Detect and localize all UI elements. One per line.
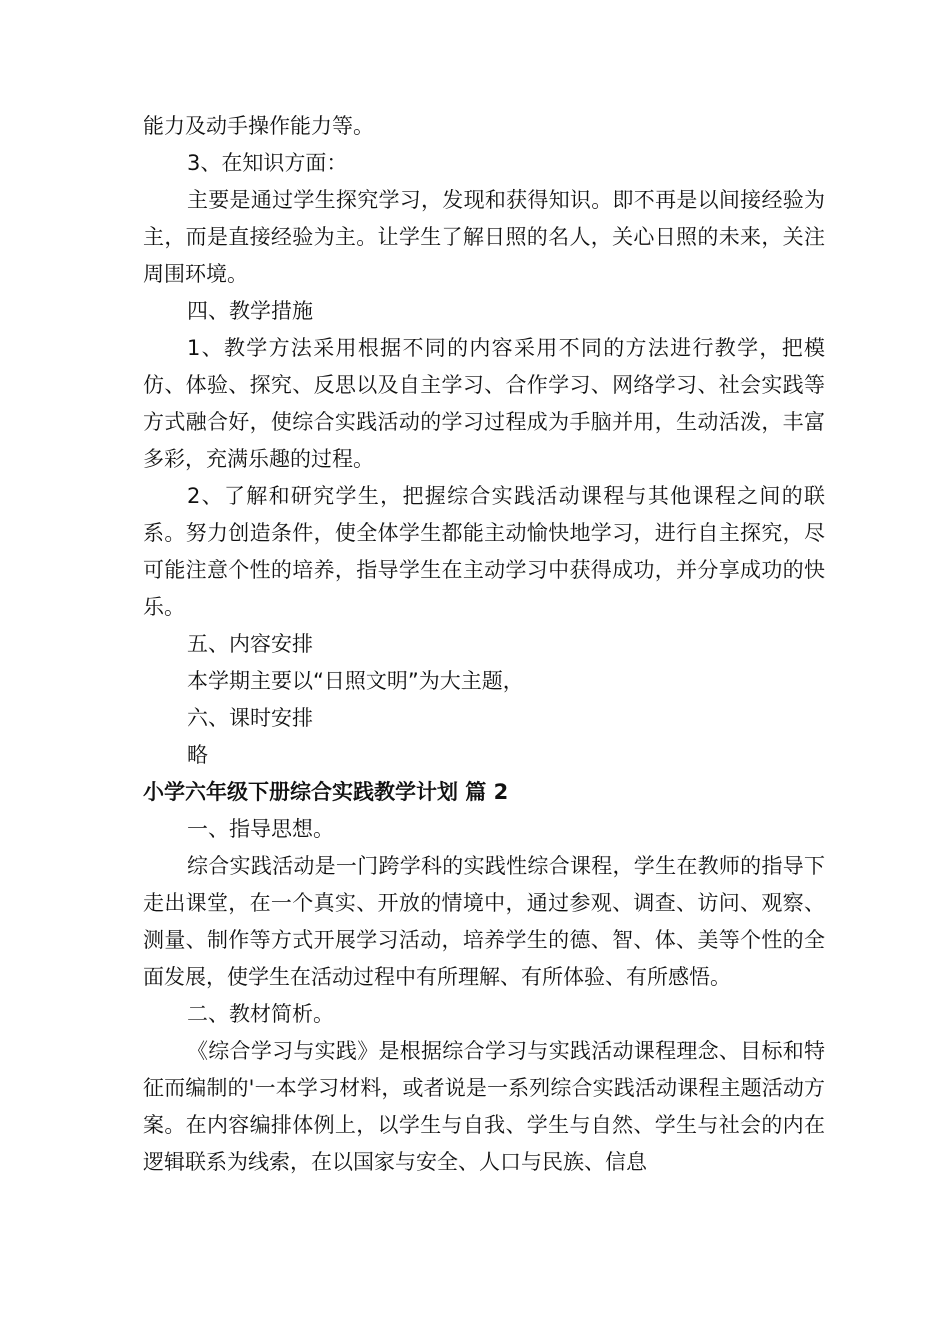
paragraph-knowledge-body: 主要是通过学生探究学习，发现和获得知识。即不再是以间接经验为主，而是直接经验为主。让学生了解日照的名人，关心日照的未来，关注周围环境。: [143, 188, 825, 286]
document-body: [143, 108, 825, 1181]
paragraph-continuation: 能力及动手操作能力等。: [143, 114, 374, 138]
section-heading-guiding-thought: 一、指导思想。: [187, 817, 334, 841]
paragraph-guiding-thought-body: 综合实践活动是一门跨学科的实践性综合课程，学生在教师的指导下走出课堂，在一个真实、开放的情境中，通过参观、调查、访问、观察、测量、制作等方式开展学习活动，培养学生的德、智、体、美等个性的全面发展，使学生在活动过程中有所理解、有所体验、有所感悟。: [143, 854, 825, 989]
section-heading-content: 五、内容安排: [187, 632, 313, 656]
paragraph-knowledge-heading: 3、在知识方面：: [187, 151, 348, 175]
section-heading-textbook: 二、教材简析。: [187, 1002, 334, 1026]
paragraph-textbook-body: 《综合学习与实践》是根据综合学习与实践活动课程理念、目标和特征而编制的'一本学习材料，或者说是一系列综合实践活动课程主题活动方案。在内容编排体例上，以学生与自我、学生与自然、学生与社会的内在逻辑联系为线索，在以国家与安全、人口与民族、信息: [143, 1039, 825, 1174]
section-heading-schedule: 六、课时安排: [187, 706, 313, 730]
article-title-part-2: 小学六年级下册综合实践教学计划 篇 2: [143, 780, 509, 804]
paragraph-content-body: 本学期主要以“日照文明”为大主题，: [187, 669, 524, 693]
paragraph-measure-2: 2、了解和研究学生，把握综合实践活动课程与其他课程之间的联系。努力创造条件，使全体学生都能主动愉快地学习，进行自主探究，尽可能注意个性的培养，指导学生在主动学习中获得成功，并分享成功的快乐。: [143, 484, 825, 619]
paragraph-schedule-body: 略: [187, 743, 208, 767]
paragraph-measure-1: 1、教学方法采用根据不同的内容采用不同的方法进行教学，把模仿、体验、探究、反思以及自主学习、合作学习、网络学习、社会实践等方式融合好，使综合实践活动的学习过程成为手脑并用，生动活泼，丰富多彩，充满乐趣的过程。: [143, 336, 825, 471]
section-heading-measures: 四、教学措施: [187, 299, 313, 323]
